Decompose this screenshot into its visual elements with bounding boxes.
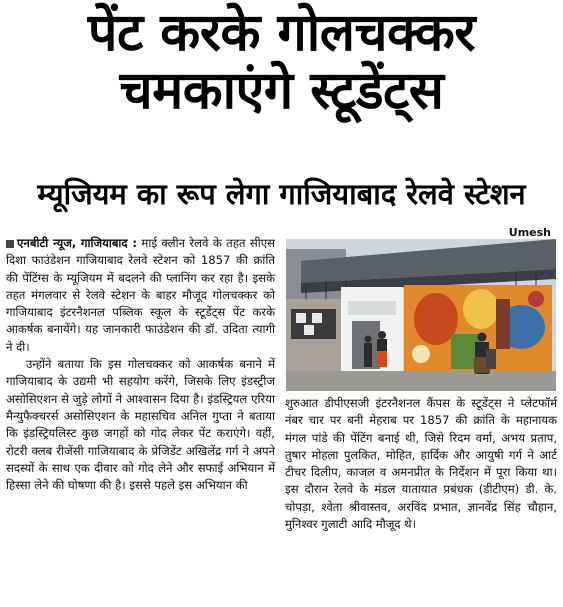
dateline: एनबीटी न्यूज, गाजियाबाद : xyxy=(17,236,137,250)
paragraph-1: माई क्लीन रेलवे के तहत सीएस दिशा फाउंडेशन गाजियाबाद रेलवे स्टेशन को 1857 की क्रांति की पेंटिंग्स के म्यूजियम में बदलने की प्लानिंग कर रहा है। इसके तहत मंगलवार से रेलवे स्टेशन के बाहर मौजूद गोलचक्कर को गाजियाबाद इंटरनैशनल पब्लिक स्कूल के स्टूडेंट्स पेंट करके आकर्षक बनायेंगे। यह जानकारी फाउंडेशन की डॉ. उदिता त्यागी ने दी। xyxy=(6,236,276,354)
paragraph-2: उन्होंने बताया कि इस गोलचक्कर को आकर्षक बनाने में गाजियाबाद के उद्यमी भी सहयोग करेंगे, जिसके लिए इंडस्ट्रीज असोसिएशन से जुड़े लोगों ने आश्वासन दिया है। इंडस्ट्रियल एरिया मैन्युफैक्चरर्स असोसिएशन के महासचिव अनिल गुप्ता ने बताया कि इंडस्ट्रियलिस्ट कुछ जगहों को गोद लेकर पेंट कराएंगे। वहीं, रोटरी क्लब रीजेंसी गाजियाबाद के प्रेजिडेंट अखिलेंद्र गर्ग ने अपने सदस्यों के साथ एक दीवार को गोद लेने और सफाई अभियान में हिस्सा लेने की घोषणा की है। इससे पहले इस अभियान की xyxy=(6,357,275,493)
photo-credit: Umesh xyxy=(508,226,551,239)
headline-line-2: चमकाएंगे स्टूडेंट्स xyxy=(119,61,444,121)
paragraph-3: शुरुआत डीपीएसजी इंटरनैशनल कैंपस के स्टूडेंट्स ने प्लेटफॉर्म नंबर चार पर बनी मेहराब पर 1857 की क्रांति के महानायक मंगल पांडे की पेंटिंग बनाई थी, जिसे रिदम वर्मा, अभय प्रताप, तुषार मोहला पुलकित, मोहित, हार्दिक और आयुषी गर्ग ने आर्ट टीचर दिलीप, काजल व अमनप्रीत के निर्देशन में पूरा किया था। इस दौरान रेलवे के मंडल यातायात प्रबंधक (डीटीएम) डी. के. चोपड़ा, श्वेता श्रीवास्तव, अरविंद प्रभात, ज्ञानवेंद्र सिंह चौहान, मुनिश्वर गुलाटी आदि मौजूद थे। xyxy=(285,396,557,532)
article-column-left xyxy=(6,235,275,494)
headline-line-1: पेंट करके गोलचक्कर xyxy=(87,3,476,63)
bullet-icon xyxy=(6,240,14,248)
lead-paragraph xyxy=(6,235,275,356)
station-photo xyxy=(286,239,556,391)
subheadline: म्यूजियम का रूप लेगा गाजियाबाद रेलवे स्टेशन xyxy=(37,177,526,211)
article-column-right xyxy=(285,395,557,533)
